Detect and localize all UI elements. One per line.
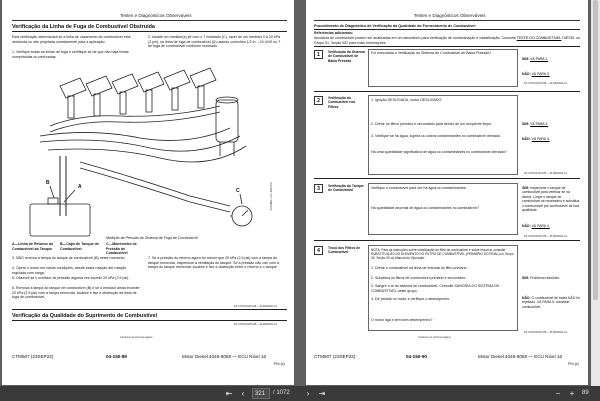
diagram-label-a: A bbox=[78, 184, 82, 190]
next-page-icon[interactable]: › bbox=[306, 389, 310, 398]
row-rule-3 bbox=[314, 240, 580, 241]
page-number-input[interactable]: 321 bbox=[252, 388, 270, 399]
step-2: 2. Instale um medidor(s) jet com o T instalado (C), razer de um medidor 0 a 20 kPa (2 psi), na linha de fuga de combustível (A) usando conexões 1/2 in. - 24 UNS no T de fuga de combustível conforme mostrado. bbox=[148, 35, 281, 49]
step-yes-4 bbox=[522, 276, 580, 280]
yes-action: Inspecione o tanque de combustível para verificar se há danos. Limpe o tanque de combustível se necessário e substitua o combustível por combustível de boa qualidade. bbox=[522, 186, 580, 213]
step-no-1 bbox=[522, 72, 580, 76]
references-rule bbox=[314, 46, 580, 47]
step-question-3: Há quantidade anormal de água ou contaminantes no combustível? bbox=[371, 206, 479, 210]
references-text bbox=[314, 36, 580, 45]
step-number-2: 2 bbox=[314, 96, 323, 105]
section-code-2: DX,CONS,ESM,SUB —46-09MAR11-1/1 bbox=[234, 323, 278, 326]
step-number-4: 4 bbox=[314, 246, 323, 255]
page-total: / 1072 bbox=[273, 390, 290, 396]
step-label-3: Verificação do Tanque de Combustível bbox=[328, 184, 364, 193]
footer-engine: Motor Diesel 4045-6068 — ECU Nível 16 bbox=[182, 354, 267, 359]
step-question-2: Há uma quantidade significativa de água ou contaminantes no combustível drenado? bbox=[371, 150, 507, 154]
no-key: NÃO: bbox=[522, 137, 531, 141]
last-page-icon[interactable]: ⇥ bbox=[318, 389, 326, 398]
step-4-note: NOTA: Para as instruções sobre substituição do filtro de combustível e sobre escorva, consulte SUBSTITUIÇÃO DO ELEMENTO DO FILTRO DE COMBUSTÍVEL (PRIMÁRIO DO FINAL) no Grupo 30, Seção 00 do Manual do Operador. bbox=[371, 248, 514, 261]
zoom-level[interactable]: 89 bbox=[582, 390, 589, 396]
intro-text: Esta verificação determinará se a linha de vazamento de combustível está obstruída ou não projetada corretamente para a aplicação. bbox=[12, 35, 131, 44]
row-rule-1 bbox=[314, 91, 580, 92]
step-no-2 bbox=[522, 137, 580, 141]
row-rule-2 bbox=[314, 178, 580, 179]
fuel-leakoff-diagram bbox=[20, 66, 272, 240]
section-title-2: Verificação da Qualidade do Suprimento de Combustível bbox=[12, 313, 157, 319]
footer-engine: Motor Diesel 4045-6068 — ECU Nível 16 bbox=[478, 354, 563, 359]
no-key: NÃO: bbox=[522, 224, 531, 228]
diagram-label-b: B bbox=[46, 180, 50, 186]
step-2-action-1: 1. Ignição DESLIGADA, motor DESLIGADO. bbox=[371, 98, 443, 102]
no-key: NÃO: bbox=[522, 72, 531, 76]
references-title: Referências adicionais: bbox=[314, 31, 354, 35]
section-rule bbox=[12, 31, 287, 32]
continued-note: Continua na próxima página bbox=[120, 336, 153, 339]
row-code-1: DX,CONS,ESM,SUB —46-09MAR11-1/1 bbox=[524, 82, 568, 85]
no-action: O combustível de baixa NÃO foi rejeitado. VÁ PARA 5: substituir combustível. bbox=[522, 296, 580, 309]
step-4-action-3: 3. Sangre o ar do sistema de combustível. Consulte SANGRIA DO SISTEMA DE COMBUSTÍVEL neste grupo. bbox=[371, 284, 500, 293]
section-code: DX,CONS,ESM,SUB —46-09MAR11-1/1 bbox=[234, 305, 278, 308]
right-page bbox=[306, 0, 588, 385]
go-to-3-link[interactable]: VÁ PARA 3. bbox=[531, 72, 550, 76]
step-2-action-2: 2. Drene os filtros primário e secundário para dentro de um recipiente limpo. bbox=[371, 122, 493, 126]
references-body: Amostras de combustível podem ser analisadas em um laboratório para verificação de contaminação e classificação. Consulte bbox=[314, 36, 516, 40]
footer-page-number: 04-150-89 bbox=[106, 354, 127, 359]
zoom-in-icon[interactable]: + bbox=[569, 389, 575, 398]
row-code-3: DX,CONS,ESM,SUB —46-09MAR11-1/1 bbox=[524, 235, 568, 238]
step-7: 7. Se a pressão do retorno agora for menor que 20 kPa (2,9 psi) com a tampa do tanque removida, inspecione a ventilação do tanque. Se a pressão não cair com a tampa do tanque removida, localize e fixe a obstrução entre o retorno e o tanque. bbox=[148, 256, 279, 270]
yes-key: SIM: bbox=[522, 122, 530, 126]
step-yes-2 bbox=[522, 122, 580, 126]
step-yes-1 bbox=[522, 57, 580, 61]
footer-page-number: 04-150-90 bbox=[406, 354, 427, 359]
page-header: Testes e Diagnósticos Observáveis bbox=[120, 13, 192, 18]
step-number-1: 1 bbox=[314, 50, 323, 59]
step-yes-3 bbox=[522, 186, 580, 213]
step-2-action-3: 3. Verifique se há água, sujeira ou outros contaminantes no combustível drenado. bbox=[371, 134, 502, 138]
previous-page-icon[interactable]: ‹ bbox=[241, 389, 245, 398]
step-4-action-2: 2. Substitua os filtros de combustível primário e secundário. bbox=[371, 276, 467, 280]
fuel-test-link[interactable]: TESTE DO COMBUSTÍVEL bbox=[516, 36, 562, 40]
step-4-action-1: 1. Drene o combustível da linha de entrada do filtro primário. bbox=[371, 266, 468, 270]
references-tail: DIESEL no Grupo 01, Seção 002 para mais informações. bbox=[314, 36, 580, 45]
viewer-toolbar bbox=[0, 386, 600, 401]
step-4: 4. Opere o motor em várias condições, desde baixa rotação até rotação regulada com carga. bbox=[12, 266, 127, 275]
zoom-out-icon[interactable]: − bbox=[555, 389, 561, 398]
step-1: 1. Verifique todas as linhas de fuga e certifique-se de que não haja linhas comprimidas ou perfuradas. bbox=[12, 50, 129, 59]
legend-b: B—Caps de Tanque de Combustível bbox=[60, 242, 99, 251]
continued-note: Continua na próxima página bbox=[418, 336, 451, 339]
yes-key: SIM: bbox=[522, 57, 530, 61]
row-code-2: DX,CONS,ESM,SUB —46-09MAR11-1/1 bbox=[524, 172, 568, 175]
yes-key: SIM: bbox=[522, 186, 530, 190]
scrollbar-thumb[interactable] bbox=[593, 0, 598, 300]
first-page-icon[interactable]: ⇤ bbox=[225, 389, 233, 398]
yes-action: Problema resolvido. bbox=[530, 276, 561, 280]
footer-pn: PN=(x) bbox=[568, 362, 579, 366]
yes-key: SIM: bbox=[522, 276, 530, 280]
footer-doc: CTM607 (23SEP22) bbox=[12, 354, 54, 359]
left-page bbox=[2, 0, 294, 385]
step-4-action-4: 4. Dê partida no motor e verifique o desempenho. bbox=[371, 297, 451, 301]
figure-caption: Medição de Pressão do Sistema de Fuga de Combustível bbox=[106, 236, 198, 240]
step-3: 3. NÃO remova a tampa do tanque de combustível (B) neste momento. bbox=[12, 256, 126, 260]
step-3-action-1: Verifique o combustível para ver há água ou contaminantes. bbox=[371, 186, 467, 190]
step-label-4: Troca dos Filtros de Combustível bbox=[328, 246, 361, 255]
go-to-4-link[interactable]: VÁ PARA 4. bbox=[531, 224, 550, 228]
step-question-4: O motor liga e tem bom desempenho? bbox=[371, 318, 433, 322]
section-title: Verificação da Linha de Fuga de Combustível Obstruída bbox=[12, 24, 155, 30]
step-label-1: Verificação do Sistema de Combustível de Baixa Pressão bbox=[328, 50, 365, 63]
step-number-3: 3 bbox=[314, 184, 323, 193]
step-6: 6. Remova a tampa do tanque de combustível (B) e se o medidor ainda exceder 20 kPa (2,9 psi) com a tampa removida, localize e fixe a obstrução da linha de fuga de combustível. bbox=[12, 286, 140, 300]
procedure-rule bbox=[314, 29, 580, 30]
step-label-2: Verificação do Combustível nos Filtros bbox=[328, 96, 356, 109]
go-to-4-link[interactable]: VÁ PARA 4. bbox=[531, 137, 550, 141]
legend-a: A—Linha de Retorno do Combustível ao Tanque bbox=[12, 242, 54, 251]
go-to-2-link[interactable]: VÁ PARA 2. bbox=[530, 57, 549, 61]
row-code-4: DX,CONS,ESM,SUB —46-09MAR11-1/1 bbox=[524, 331, 568, 334]
go-to-3-link[interactable]: VÁ PARA 3. bbox=[530, 122, 549, 126]
section-rule-2 bbox=[12, 320, 287, 321]
header-rule bbox=[12, 20, 287, 21]
step-no-4 bbox=[522, 296, 580, 309]
figure-code: RG40888—UN—08APR11 bbox=[270, 182, 273, 211]
header-rule bbox=[314, 20, 580, 21]
procedure-title: Procedimento de Diagnóstico de Verificação da Qualidade do Fornecimento de Combustível bbox=[314, 24, 476, 28]
legend-c: C—Manômetro de Pressão de Combustível bbox=[106, 242, 137, 256]
diagram-label-c: C bbox=[236, 188, 240, 194]
page-header: Testes e Diagnósticos Observáveis bbox=[414, 13, 486, 18]
footer-pn: PN=(x) bbox=[274, 362, 285, 366]
no-key: NÃO: bbox=[522, 296, 531, 300]
footer-doc: CTM607 (23SEP22) bbox=[314, 354, 356, 359]
vertical-scrollbar[interactable] bbox=[591, 0, 600, 386]
step-5: 5. Observe se o medidor de pressão alguma vez excede 20 kPa (2,9 psi). bbox=[12, 276, 130, 280]
section-end-rule bbox=[12, 309, 287, 310]
step-no-3 bbox=[522, 224, 580, 228]
step-question-1: Foi executada a Verificação do Sistema de Combustível de Baixa Pressão? bbox=[371, 51, 492, 55]
